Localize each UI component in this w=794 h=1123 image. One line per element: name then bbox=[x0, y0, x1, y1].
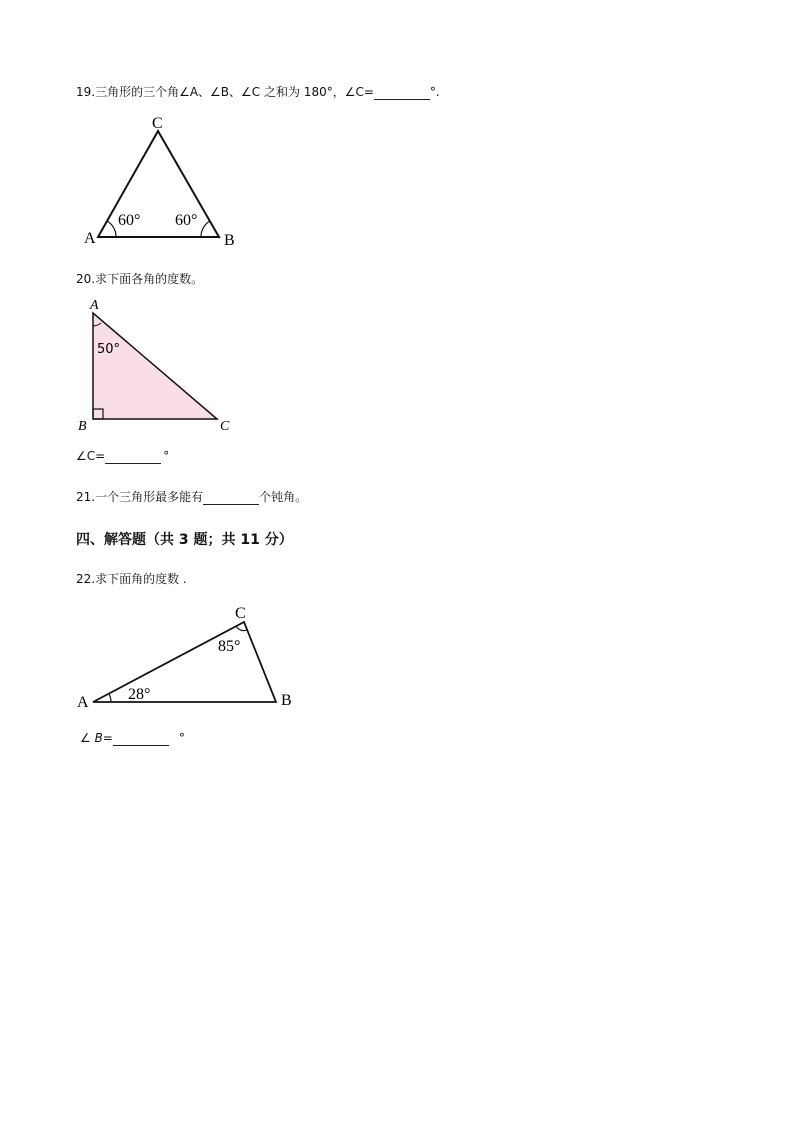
vertex-label-a: A bbox=[84, 230, 96, 247]
angle-label-c: 85° bbox=[218, 638, 241, 655]
vertex-label-a: A bbox=[90, 298, 99, 313]
angle-label-a: 50° bbox=[97, 342, 121, 357]
question-21-suffix: 个钝角。 bbox=[259, 490, 308, 504]
angle-arc-a bbox=[109, 694, 111, 702]
answer-blank[interactable] bbox=[113, 733, 169, 746]
question-19-suffix: °. bbox=[429, 85, 440, 99]
vertex-label-c: C bbox=[152, 115, 163, 132]
answer-suffix: ° bbox=[163, 449, 170, 463]
angle-label-b: 60° bbox=[175, 212, 198, 229]
vertex-label-b: B bbox=[78, 419, 87, 434]
vertex-label-c: C bbox=[220, 419, 230, 434]
angle-label-a: 60° bbox=[118, 212, 141, 229]
triangle-22 bbox=[93, 622, 276, 702]
question-21-prefix: 21.一个三角形最多能有 bbox=[76, 490, 204, 504]
vertex-label-a: A bbox=[77, 694, 89, 711]
angle-label-a: 28° bbox=[128, 686, 151, 703]
vertex-label-c: C bbox=[235, 605, 246, 622]
answer-prefix: ∠C= bbox=[76, 449, 106, 463]
answer-suffix: ° bbox=[178, 731, 185, 745]
question-22-stem: 22.求下面角的度数 . bbox=[76, 572, 187, 586]
vertex-label-b: B bbox=[281, 692, 292, 709]
answer-prefix: ∠ B= bbox=[80, 731, 113, 745]
question-19-stem: 19.三角形的三个角∠A、∠B、∠C 之和为 180°，∠C= bbox=[76, 85, 374, 99]
question-20-stem: 20.求下面各角的度数。 bbox=[76, 272, 204, 286]
vertex-label-b: B bbox=[224, 232, 235, 249]
question-22-answer bbox=[80, 730, 185, 746]
section-heading: 四、解答题（共 3 题；共 11 分） bbox=[76, 532, 293, 548]
